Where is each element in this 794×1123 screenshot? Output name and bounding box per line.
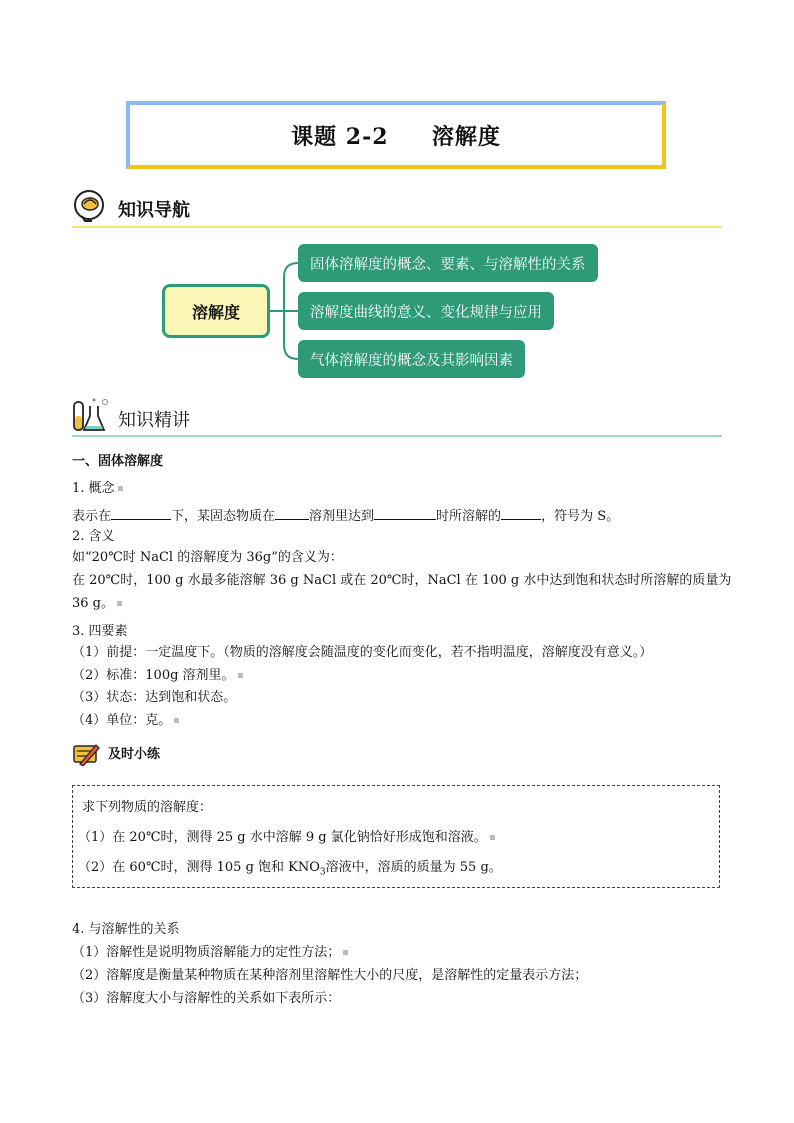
concept-text-1: 表示在 bbox=[72, 509, 112, 524]
lecture-heading-rule bbox=[72, 435, 722, 437]
practice-heading: 及时小练 bbox=[108, 747, 161, 762]
relation-item-1-text: （1）溶解性是说明物质溶解能力的定性方法； bbox=[72, 945, 341, 960]
meaning-line-1: 在 20℃时，100 g 水最多能溶解 36 g NaCl 或在 20℃时，NaCl 在 100 g 水中达到饱和状态时所溶解的质量为 bbox=[72, 573, 732, 588]
edit-marker-icon bbox=[490, 835, 495, 840]
relation-item-2: （2）溶解度是衡量某种物质在某种溶剂里溶解性大小的尺度，是溶解性的定量表示方法； bbox=[72, 968, 588, 983]
blank-temperature[interactable] bbox=[111, 506, 171, 520]
section1-title: 一、固体溶解度 bbox=[72, 454, 164, 469]
edit-marker-icon bbox=[118, 486, 123, 491]
page-title: 课题 2-2 溶解度 bbox=[291, 123, 501, 150]
concept-text-2: 下，某固态物质在 bbox=[171, 509, 276, 524]
meaning-title: 2. 含义 bbox=[72, 529, 115, 544]
edit-marker-icon bbox=[174, 718, 179, 723]
practice-prompt: 求下列物质的溶解度： bbox=[82, 800, 213, 815]
practice-q1-text: （1）在 20℃时，测得 25 g 水中溶解 9 g 氯化钠恰好形成饱和溶液。 bbox=[78, 830, 487, 845]
blank-amount[interactable] bbox=[275, 506, 309, 520]
blank-mass[interactable] bbox=[501, 506, 541, 520]
practice-q2-pre: （2）在 60℃时，测得 105 g 饱和 KNO bbox=[78, 860, 320, 875]
lecture-heading-icon bbox=[70, 396, 112, 434]
concept-line bbox=[72, 506, 619, 525]
element-4-text: （4）单位：克。 bbox=[72, 713, 172, 728]
mindmap-branch-2: 溶解度曲线的意义、变化规律与应用 bbox=[298, 292, 554, 330]
concept-title bbox=[72, 481, 123, 497]
practice-q2 bbox=[78, 860, 502, 881]
element-2 bbox=[72, 668, 243, 684]
concept-text-5: ，符号为 S。 bbox=[541, 509, 620, 524]
lecture-heading: 知识精讲 bbox=[118, 410, 190, 431]
practice-q2-post: 溶液中，溶质的质量为 55 g。 bbox=[325, 860, 502, 875]
mindmap-root: 溶解度 bbox=[162, 284, 270, 338]
element-2-text: （2）标准：100g 溶剂里。 bbox=[72, 668, 235, 683]
nav-heading: 知识导航 bbox=[118, 200, 190, 221]
practice-q1 bbox=[78, 830, 495, 846]
concept-title-text: 1. 概念 bbox=[72, 481, 115, 496]
relation-item-3: （3）溶解度大小与溶解性的关系如下表所示： bbox=[72, 991, 341, 1006]
blank-state[interactable] bbox=[374, 506, 436, 520]
relation-item-1 bbox=[72, 945, 348, 961]
relation-title: 4. 与溶解性的关系 bbox=[72, 922, 180, 937]
practice-pencil-icon bbox=[72, 742, 100, 766]
meaning-example: 如“20℃时 NaCl 的溶解度为 36g”的含义为： bbox=[72, 550, 343, 565]
element-4 bbox=[72, 713, 179, 729]
concept-text-3: 溶剂里达到 bbox=[309, 509, 375, 524]
edit-marker-icon bbox=[238, 673, 243, 678]
concept-text-4: 时所溶解的 bbox=[436, 509, 502, 524]
edit-marker-icon bbox=[343, 950, 348, 955]
element-1: （1）前提：一定温度下。（物质的溶解度会随温度的变化而变化，若不指明温度，溶解度没有意义。） bbox=[72, 645, 653, 660]
meaning-line-2-text: 36 g。 bbox=[72, 596, 114, 611]
edit-marker-icon bbox=[117, 601, 122, 606]
meaning-line-2 bbox=[72, 596, 122, 612]
elements-title: 3. 四要素 bbox=[72, 624, 128, 639]
mindmap-branch-1: 固体溶解度的概念、要素、与溶解性的关系 bbox=[298, 244, 598, 282]
mindmap-branch-3: 气体溶解度的概念及其影响因素 bbox=[298, 340, 525, 378]
element-3: （3）状态：达到饱和状态。 bbox=[72, 690, 237, 705]
practice-q2-sub: 3 bbox=[319, 867, 326, 878]
